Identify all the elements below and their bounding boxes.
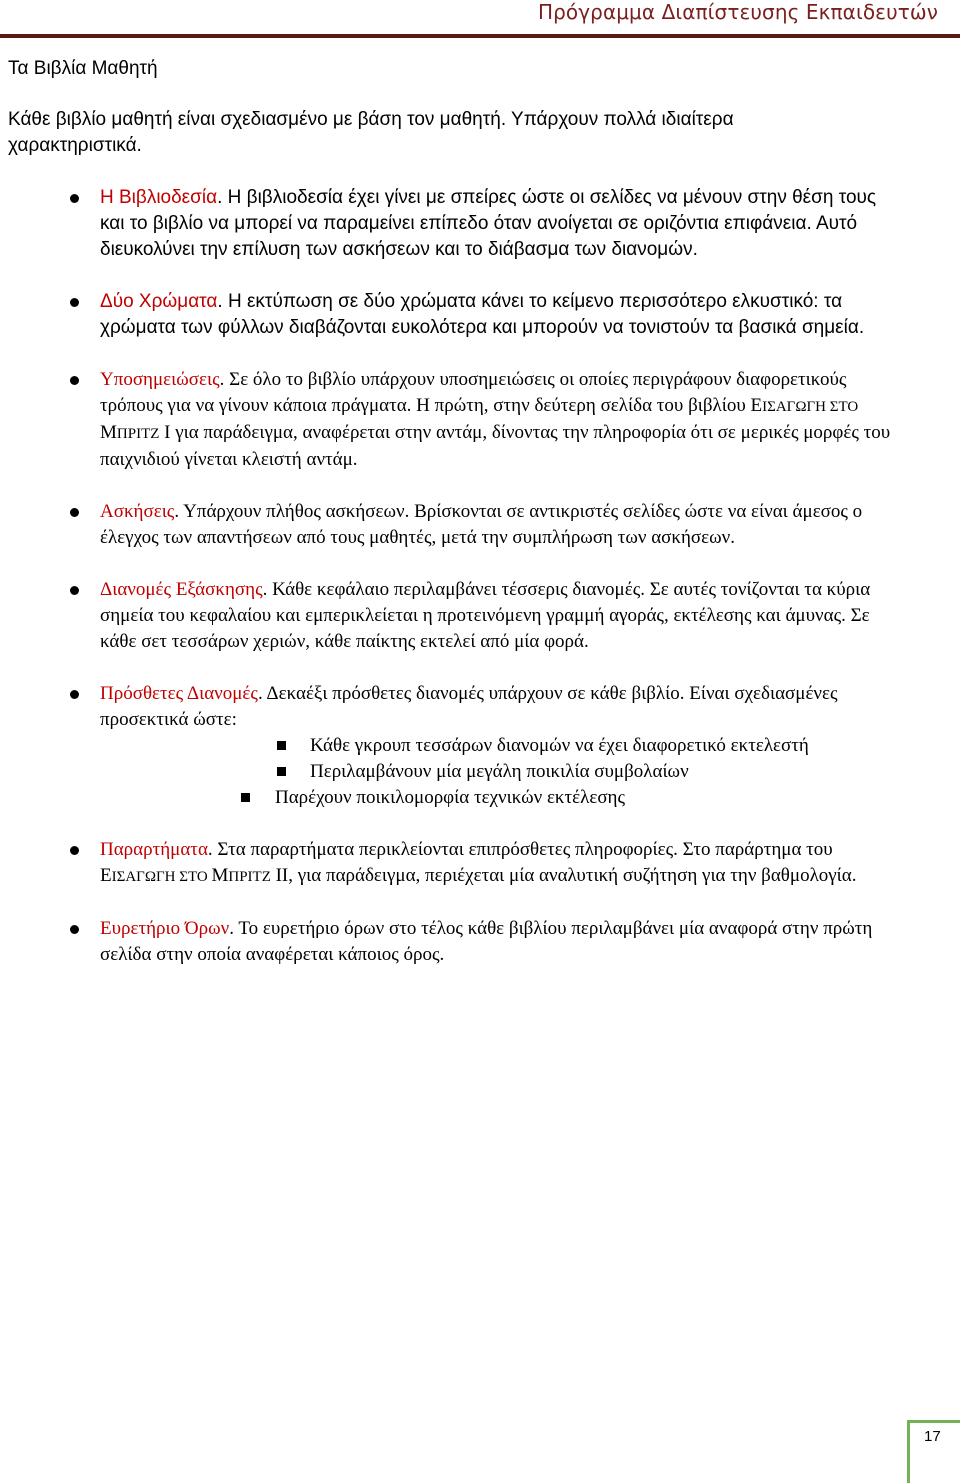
sub-list — [100, 733, 905, 811]
bullet-icon — [70, 194, 79, 203]
list-item-footnotes — [0, 367, 905, 473]
list-item-appendices — [0, 837, 905, 890]
bullet-icon — [70, 298, 79, 307]
square-bullet-icon — [241, 793, 250, 802]
bullet-icon — [70, 690, 79, 699]
item-text: . Η εκτύπωση σε δύο χρώματα κάνει το κείμενο περισσότερο ελκυστικό: τα χρώματα των φύλλων διαβάζονται ευκολότερα και μπορούν να τονιστούν τα βασικά σημεία. — [100, 291, 865, 338]
item-text: . Κάθε κεφάλαιο περιλαμβάνει τέσσερις διανομές. Σε αυτές τονίζονται τα κύρια σημεία του κεφαλαίου και εμπερικλείεται η προτεινόμενη γραμμή αγοράς, εκτέλεσης και άμυνας. Σε κάθε σετ τεσσάρων χεριών, κάθε παίκτης εκτελεί από μία φορά. — [100, 579, 871, 652]
bullet-icon — [70, 846, 79, 855]
item-text: . Δεκαέξι πρόσθετες διανομές υπάρχουν σε κάθε βιβλίο. Είναι σχεδιασμένες προσεκτικά ώστε: — [100, 683, 838, 730]
book-title-initial: Ε — [750, 395, 763, 416]
item-text: . Στα παραρτήματα περικλείονται επιπρόσθετες πληροφορίες. Στο παράρτημα του — [207, 839, 833, 860]
section-title: Τα Βιβλία Μαθητή — [8, 58, 158, 79]
list-item-binding — [0, 185, 905, 263]
book-title-initial: Ε — [100, 865, 112, 886]
sub-list-item: Παρέχουν ποικιλομορφία τεχνικών εκτέλεσης — [100, 785, 905, 811]
book-title-initial: Μ — [100, 422, 117, 443]
list-item-two-colors — [0, 289, 905, 341]
intro-paragraph: Κάθε βιβλίο μαθητή είναι σχεδιασμένο με βάση τον μαθητή. Υπάρχουν πολλά ιδιαίτερα χαρακτηριστικά. — [8, 109, 734, 156]
item-text: . Η βιβλιοδεσία έχει γίνει με σπείρες ώστε οι σελίδες να μένουν στην θέση τους και το βιβλίο να μπορεί να παραμείνει επίπεδο όταν ανοίγεται σε οριζόντια επιφάνεια. Αυτό διευκολύνει την επίλυση των ασκήσεων και το διάβασμα των διανομών. — [100, 187, 877, 260]
item-label: Διανομές Εξάσκησης — [100, 579, 263, 600]
square-bullet-icon — [277, 767, 286, 776]
list-item-additional-deals — [0, 681, 905, 811]
item-text: Ι για παράδειγμα, αναφέρεται στην αντάμ, δίνοντας την πληροφορία ότι σε μερικές μορφές του παιχνιδιού γίνεται κλειστή αντάμ. — [100, 422, 891, 470]
feature-list — [0, 185, 960, 968]
bullet-icon — [70, 508, 79, 517]
book-title-initial: Μ — [211, 865, 229, 886]
sub-list-item: Περιλαμβάνουν μία μεγάλη ποικιλία συμβολαίων — [100, 759, 905, 785]
sub-list-item: Κάθε γκρουπ τεσσάρων διανομών να έχει διαφορετικό εκτελεστή — [100, 733, 905, 759]
bullet-icon — [70, 376, 79, 385]
item-label: Ευρετήριο Όρων — [100, 918, 230, 939]
item-label: Υποσημειώσεις — [100, 369, 220, 390]
running-header-title: Πρόγραμμα Διαπίστευσης Εκπαιδευτών — [537, 0, 938, 24]
item-label: Δύο Χρώματα — [100, 291, 218, 312]
square-bullet-icon — [277, 741, 286, 750]
page-number: 17 — [924, 1428, 941, 1445]
item-label: Η Βιβλιοδεσία — [100, 187, 218, 208]
item-text: . Σε όλο το βιβλίο υπάρχουν υποσημειώσεις οι οποίες περιγράφουν διαφορετικούς τρόπους για να γίνουν κάποια πράγματα. Η πρώτη, στην δεύτερη σελίδα του βιβλίου — [100, 369, 847, 416]
item-label: Ασκήσεις — [100, 501, 175, 522]
book-title-smallcaps: ΙΣΑΓΩΓΗ ΣΤΟ — [111, 869, 212, 885]
bullet-icon — [70, 925, 79, 934]
item-label: Παραρτήματα — [100, 839, 208, 860]
item-label: Πρόσθετες Διανομές — [100, 683, 258, 704]
book-title-smallcaps: ΙΣΑΓΩΓΗ ΣΤΟ — [762, 399, 859, 415]
item-text: . Το ευρετήριο όρων στο τέλος κάθε βιβλίου περιλαμβάνει μία αναφορά στην πρώτη σελίδα στην οποία αναφέρεται κάποιος όρος. — [100, 918, 873, 965]
book-title-smallcaps: ΠΡΙΤΖ — [116, 426, 160, 442]
list-item-practice-deals — [0, 577, 905, 655]
list-item-exercises — [0, 499, 905, 551]
item-text: . Υπάρχουν πλήθος ασκήσεων. Βρίσκονται σε αντικριστές σελίδες ώστε να είναι άμεσος ο έλεγχος των απαντήσεων από τους μαθητές, μετά την συμπλήρωση των ασκήσεων. — [100, 501, 863, 548]
list-item-index — [0, 916, 905, 968]
item-text: ΙΙ, για παράδειγμα, περιέχεται μία αναλυτική συζήτηση για την βαθμολογία. — [270, 865, 857, 886]
header-rule — [0, 34, 960, 38]
bullet-icon — [70, 586, 79, 595]
book-title-smallcaps: ΠΡΙΤΖ — [228, 869, 271, 885]
